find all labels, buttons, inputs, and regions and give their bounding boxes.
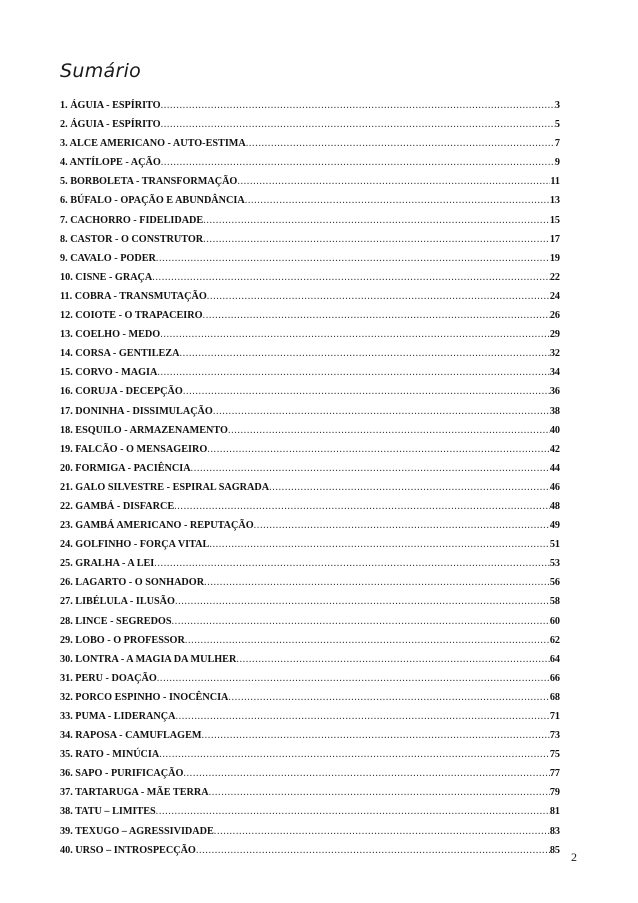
toc-entry-page: 13 [549, 195, 560, 207]
toc-entry-title: 15. CORVO - MAGIA [60, 367, 158, 379]
toc-entry-page: 34 [549, 367, 560, 379]
toc-entry-page: 77 [549, 768, 560, 780]
toc-entry[interactable] [60, 516, 560, 535]
toc-entry[interactable] [60, 211, 560, 230]
toc-entry-title: 12. COIOTE - O TRAPACEIRO [60, 310, 203, 322]
toc-entry-page: 58 [549, 596, 560, 608]
toc-entry-page: 24 [549, 290, 560, 302]
toc-entry[interactable] [60, 841, 560, 860]
toc-entry-title: 21. GALO SILVESTRE - ESPIRAL SAGRADA [60, 481, 270, 493]
toc-entry-title: 13. COELHO - MEDO [60, 329, 161, 341]
toc-entry-page: 26 [549, 310, 560, 322]
dot-leader [203, 230, 550, 249]
toc-entry-title: 24. GOLFINHO - FORÇA VITAL [60, 539, 210, 551]
toc-entry[interactable] [60, 592, 560, 611]
dot-leader [160, 325, 550, 344]
toc-entry-page: 68 [549, 691, 560, 703]
dot-leader [159, 745, 550, 764]
toc-entry-page: 75 [549, 749, 560, 761]
toc-entry-page: 11 [550, 176, 560, 188]
dot-leader [172, 612, 550, 631]
toc-entry[interactable] [60, 726, 560, 745]
toc-entry[interactable] [60, 402, 560, 421]
toc-entry-page: 66 [549, 672, 560, 684]
toc-entry[interactable] [60, 230, 560, 249]
toc-entry[interactable] [60, 96, 560, 115]
dot-leader [207, 287, 550, 306]
toc-entry-page: 85 [549, 844, 560, 856]
toc-entry[interactable] [60, 440, 560, 459]
toc-entry-title: 2. ÁGUIA - ESPÍRITO [60, 119, 161, 131]
toc-entry-title: 20. FORMIGA - PACIÊNCIA [60, 462, 191, 474]
dot-leader [246, 134, 555, 153]
toc-entry-page: 60 [549, 615, 560, 627]
toc-entry[interactable] [60, 191, 560, 210]
dot-leader [254, 516, 550, 535]
toc-entry-title: 8. CASTOR - O CONSTRUTOR [60, 233, 204, 245]
toc-entry-title: 23. GAMBÁ AMERICANO - REPUTAÇÃO [60, 520, 254, 532]
dot-leader [191, 459, 550, 478]
toc-entry[interactable] [60, 783, 560, 802]
toc-entry-title: 16. CORUJA - DECEPÇÃO [60, 386, 183, 398]
dot-leader [237, 172, 550, 191]
toc-entry-page: 81 [549, 806, 560, 818]
toc-entry-title: 18. ESQUILO - ARMAZENAMENTO [60, 424, 228, 436]
toc-entry[interactable] [60, 478, 560, 497]
toc-entry-title: 6. BÚFALO - OPAÇÃO E ABUNDÂNCIA [60, 195, 245, 207]
toc-entry[interactable] [60, 134, 560, 153]
toc-entry-page: 15 [549, 214, 560, 226]
toc-entry[interactable] [60, 688, 560, 707]
dot-leader [157, 669, 550, 688]
toc-entry-title: 11. COBRA - TRANSMUTAÇÃO [60, 290, 207, 302]
toc-entry-title: 39. TEXUGO – AGRESSIVIDADE [60, 825, 214, 837]
toc-entry-title: 36. SAPO - PURIFICAÇÃO [60, 768, 184, 780]
dot-leader [154, 554, 550, 573]
toc-entry[interactable] [60, 802, 560, 821]
dot-leader [228, 688, 549, 707]
toc-entry-title: 33. PUMA - LIDERANÇA [60, 711, 176, 722]
toc-entry-title: 40. URSO – INTROSPECÇÃO [60, 844, 196, 856]
dot-leader [245, 191, 550, 210]
dot-leader [202, 726, 550, 745]
dot-leader [203, 306, 550, 325]
dot-leader [183, 382, 550, 401]
dot-leader [179, 344, 549, 363]
toc-entry-page: 71 [549, 711, 560, 722]
toc-entry-page: 64 [549, 653, 560, 665]
toc-entry-title: 37. TARTARUGA - MÃE TERRA [60, 787, 209, 799]
dot-leader [161, 96, 555, 115]
toc-entry[interactable] [60, 344, 560, 363]
toc-entry[interactable] [60, 745, 560, 764]
dot-leader [185, 631, 550, 650]
dot-leader [152, 268, 550, 287]
toc-entry-page: 73 [549, 730, 560, 742]
dot-leader [269, 478, 550, 497]
toc-entry-title: 19. FALCÃO - O MENSAGEIRO [60, 443, 208, 455]
toc-entry-page: 19 [549, 252, 560, 264]
toc-entry[interactable] [60, 268, 560, 287]
toc-entry-title: 3. ALCE AMERICANO - AUTO-ESTIMA [60, 138, 246, 150]
toc-entry-page: 51 [549, 539, 560, 551]
toc-entry-page: 42 [549, 443, 560, 455]
dot-leader [203, 211, 550, 230]
toc-entry-title: 28. LINCE - SEGREDOS [60, 615, 172, 627]
dot-leader [175, 707, 549, 726]
toc-entry[interactable] [60, 573, 560, 592]
toc-entry-page: 38 [549, 405, 560, 417]
toc-entry-page: 44 [549, 462, 560, 474]
toc-entry-page: 56 [549, 577, 560, 589]
toc-entry[interactable] [60, 421, 560, 440]
toc-entry[interactable] [60, 153, 560, 172]
dot-leader [214, 822, 550, 841]
toc-entry[interactable] [60, 306, 560, 325]
toc-entry[interactable] [60, 554, 560, 573]
toc-entry-title: 30. LONTRA - A MAGIA DA MULHER [60, 653, 237, 665]
toc-entry-title: 27. LIBÉLULA - ILUSÃO [60, 596, 175, 608]
toc-entry-title: 35. RATO - MINÚCIA [60, 749, 160, 761]
toc-entry[interactable] [60, 382, 560, 401]
toc-entry[interactable] [60, 249, 560, 268]
toc-entry-title: 10. CISNE - GRAÇA [60, 271, 153, 283]
toc-entry[interactable] [60, 764, 560, 783]
toc-entry-title: 22. GAMBÁ - DISFARCE [60, 500, 175, 512]
dot-leader [209, 535, 549, 554]
toc-entry-page: 49 [549, 520, 560, 532]
toc-entry-page: 79 [549, 787, 560, 799]
dot-leader [213, 402, 550, 421]
toc-entry-title: 9. CAVALO - PODER [60, 252, 156, 264]
toc-entry-title: 26. LAGARTO - O SONHADOR [60, 577, 205, 589]
dot-leader [156, 249, 550, 268]
toc-entry-page: 9 [554, 157, 560, 169]
toc-entry-page: 62 [549, 634, 560, 646]
toc-entry[interactable] [60, 497, 560, 516]
toc-entry[interactable] [60, 363, 560, 382]
dot-leader [175, 592, 550, 611]
dot-leader [196, 841, 550, 860]
dot-leader [209, 783, 550, 802]
toc-entry-page: 29 [549, 329, 560, 341]
toc-entry-title: 25. GRALHA - A LEI [60, 558, 155, 570]
toc-entry-title: 29. LOBO - O PROFESSOR [60, 634, 185, 646]
toc-entry-title: 32. PORCO ESPINHO - INOCÊNCIA [60, 691, 229, 703]
toc-entry[interactable] [60, 172, 560, 191]
toc-entry-title: 14. CORSA - GENTILEZA [60, 348, 180, 360]
toc-entry[interactable] [60, 669, 560, 688]
toc-entry-title: 31. PERU - DOAÇÃO [60, 672, 157, 684]
toc-entry-title: 34. RAPOSA - CAMUFLAGEM [60, 730, 202, 742]
toc-entry-title: 5. BORBOLETA - TRANSFORMAÇÃO [60, 176, 238, 188]
dot-leader [161, 153, 555, 172]
toc-entry-title: 7. CACHORRO - FIDELIDADE [60, 214, 204, 226]
toc-entry[interactable] [60, 650, 560, 669]
toc-entry[interactable] [60, 325, 560, 344]
dot-leader [157, 363, 549, 382]
toc-entry[interactable] [60, 707, 560, 726]
toc-entry[interactable] [60, 612, 560, 631]
toc-entry-page: 40 [549, 424, 560, 436]
toc-entry-title: 4. ANTÍLOPE - AÇÃO [60, 157, 161, 169]
toc-entry-page: 46 [549, 481, 560, 493]
toc-entry-page: 17 [549, 233, 560, 245]
toc-entry-page: 3 [554, 100, 560, 111]
toc-entry[interactable] [60, 535, 560, 554]
toc-entry-title: 17. DONINHA - DISSIMULAÇÃO [60, 405, 213, 417]
toc-entry[interactable] [60, 631, 560, 650]
toc-entry[interactable] [60, 287, 560, 306]
dot-leader [183, 764, 549, 783]
toc-entry-page: 7 [554, 138, 560, 150]
page-number: 2 [571, 850, 577, 864]
toc-entry-title: 38. TATU – LIMITES [60, 806, 156, 818]
toc-entry-page: 48 [549, 500, 560, 512]
dot-leader [207, 440, 550, 459]
toc-entry-page: 83 [549, 825, 560, 837]
dot-leader [161, 115, 555, 134]
dot-leader [156, 802, 550, 821]
dot-leader [236, 650, 549, 669]
toc-entry-page: 32 [549, 348, 560, 360]
toc-entry-page: 22 [549, 271, 560, 283]
page-title: Sumário [60, 60, 142, 82]
toc-entry[interactable] [60, 459, 560, 478]
dot-leader [228, 421, 550, 440]
table-of-contents [60, 96, 560, 860]
toc-entry-page: 5 [554, 119, 560, 131]
dot-leader [204, 573, 550, 592]
toc-entry-title: 1. ÁGUIA - ESPÍRITO [60, 100, 161, 111]
toc-entry-page: 36 [549, 386, 560, 398]
toc-entry[interactable] [60, 115, 560, 134]
dot-leader [174, 497, 550, 516]
toc-entry[interactable] [60, 822, 560, 841]
toc-entry-page: 53 [549, 558, 560, 570]
